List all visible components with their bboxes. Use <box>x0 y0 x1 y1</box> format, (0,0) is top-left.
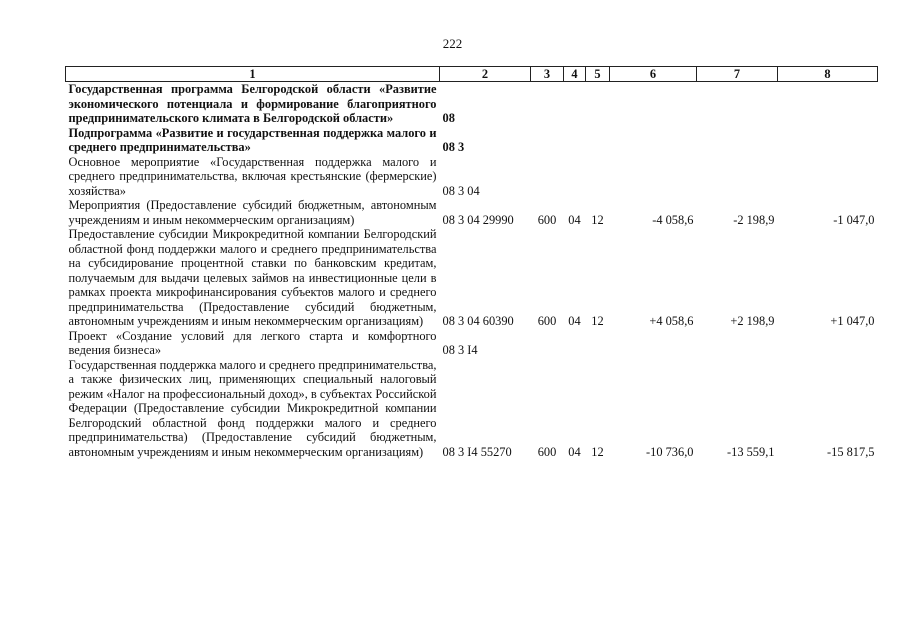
row-v7: -2 198,9 <box>733 212 775 227</box>
row-v6: -10 736,0 <box>646 444 694 459</box>
row-code: 08 3 <box>442 140 465 154</box>
row-name: Предоставление субсидии Микрокредитной компании Белгородский областной фонд поддержки малого и среднего предпринимательства на субсидирование процентной ставки по банковским кредитам, получаемым для выдачи целевых займов на инвестиционные цели в рамках проекта микрофинансирования субъектов малого и среднего предпринимательства (Предоставление субсидий бюджетным, автономным учреждениям и иным некоммерческим организациям) <box>68 227 437 328</box>
row-c5: 12 <box>591 212 604 227</box>
row-code: 08 <box>442 111 455 125</box>
row-v6 <box>610 329 697 358</box>
budget-table <box>65 66 878 459</box>
row-c3 <box>531 155 564 199</box>
row-c3 <box>531 126 564 155</box>
table-row <box>66 198 878 227</box>
row-v7: +2 198,9 <box>730 314 775 328</box>
row-name: Государственная программа Белгородской области «Развитие экономического потенциала и формирование благоприятного предпринимательского климата в Белгородской области» <box>68 82 437 125</box>
column-header: 4 <box>564 67 586 82</box>
column-header: 1 <box>66 67 440 82</box>
column-header: 8 <box>778 67 878 82</box>
row-v6 <box>610 155 697 199</box>
row-c5: 12 <box>591 314 604 328</box>
row-code: 08 3 I4 55270 <box>442 444 512 459</box>
row-name: Основное мероприятие «Государственная поддержка малого и среднего предпринимательства, включая крестьянские (фермерские) хозяйства» <box>68 154 437 198</box>
row-name: Подпрограмма «Развитие и государственная поддержка малого и среднего предпринимательства» <box>68 125 437 154</box>
page-number: 222 <box>442 36 463 51</box>
row-v8: -1 047,0 <box>833 212 875 227</box>
row-c5 <box>586 155 610 199</box>
row-v8 <box>778 329 878 358</box>
row-c4 <box>564 126 586 155</box>
table-row <box>66 358 878 460</box>
row-name: Проект «Создание условий для легкого старта и комфортного ведения бизнеса» <box>68 328 437 357</box>
column-header: 6 <box>610 67 697 82</box>
row-code: 08 3 04 60390 <box>442 314 514 328</box>
table-row <box>66 155 878 199</box>
row-code: 08 3 I4 <box>442 343 478 357</box>
row-c4 <box>564 155 586 199</box>
row-v7 <box>697 329 778 358</box>
row-v6 <box>610 82 697 126</box>
table-row <box>66 329 878 358</box>
row-v8: -15 817,5 <box>827 444 875 459</box>
row-c3: 600 <box>537 444 557 459</box>
row-c4: 04 <box>568 314 581 328</box>
column-header: 3 <box>531 67 564 82</box>
row-c3: 600 <box>537 212 557 227</box>
row-v8 <box>778 155 878 199</box>
row-c5 <box>586 329 610 358</box>
row-v7 <box>697 126 778 155</box>
table-row <box>66 82 878 126</box>
row-v6: -4 058,6 <box>652 212 694 227</box>
row-v7: -13 559,1 <box>727 444 775 459</box>
row-c4 <box>564 329 586 358</box>
row-c4: 04 <box>568 444 581 459</box>
row-name: Мероприятия (Предоставление субсидий бюджетным, автономным учреждениям и иным некоммерческим организациям) <box>68 198 437 227</box>
row-c3 <box>531 82 564 126</box>
column-header: 5 <box>586 67 610 82</box>
row-code: 08 3 04 29990 <box>442 212 514 227</box>
row-v8 <box>778 126 878 155</box>
row-c3 <box>531 329 564 358</box>
column-header: 2 <box>440 67 531 82</box>
row-c4: 04 <box>568 212 581 227</box>
row-c5 <box>586 126 610 155</box>
row-c4 <box>564 82 586 126</box>
row-v6: +4 058,6 <box>649 314 694 328</box>
row-v8: +1 047,0 <box>830 314 875 328</box>
row-name: Государственная поддержка малого и среднего предпринимательства, а также физических лиц, применяющих специальный налоговый режим «Налог на профессиональный доход», в субъектах Российской Федерации (Предоставление субсидии Микрокредитной компании Белгородский областной фонд поддержки малого и среднего предпринимательства) (Предоставление субсидий бюджетным, автономным учреждениям и иным некоммерческим организациям) <box>68 357 437 459</box>
table-row <box>66 227 878 329</box>
row-v7 <box>697 82 778 126</box>
row-v7 <box>697 155 778 199</box>
row-c5 <box>586 82 610 126</box>
row-v6 <box>610 126 697 155</box>
row-c3: 600 <box>537 314 557 328</box>
row-c5: 12 <box>591 444 604 459</box>
column-header: 7 <box>697 67 778 82</box>
row-v8 <box>778 82 878 126</box>
row-code: 08 3 04 <box>442 183 480 198</box>
header-row <box>66 67 878 82</box>
table-row <box>66 126 878 155</box>
